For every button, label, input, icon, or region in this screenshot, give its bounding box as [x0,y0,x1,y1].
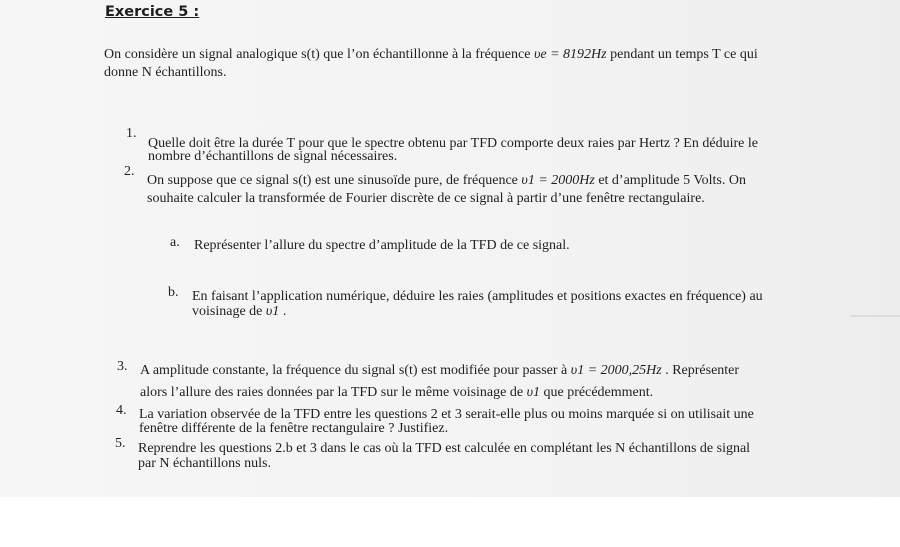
question-3-text-d: que précédemment. [543,385,654,400]
question-5-line-1: Reprendre les questions 2.b et 3 dans le cas où la TFD est calculée en complétant les N échantillons de signal [138,441,751,456]
question-4-number: 4. [116,403,127,418]
sampling-frequency-formula: υe = 8192Hz [533,47,607,62]
intro-text-a: On considère un signal analogique s(t) que l’on échantillonne à la fréquence [104,47,531,62]
subquestion-a-text: Représenter l’allure du spectre d’amplitude de la TFD de ce signal. [194,238,570,253]
question-4-line-2: fenêtre différente de la fenêtre rectangulaire ? Justifiez. [139,421,449,436]
question-2-number: 2. [124,164,135,179]
intro-line-2: donne N échantillons. [104,65,227,80]
question-3-text-b: . Représenter [665,363,740,378]
intro-text-b: pendant un temps T ce qui [610,47,758,62]
question-2-line-1 [147,172,746,190]
question-5-number: 5. [115,436,126,451]
question-5-line-2: par N échantillons nuls. [138,456,271,471]
subquestion-b-line-2 [192,303,286,321]
question-3-number: 3. [117,359,128,374]
question-2-line-2: souhaite calculer la transformée de Fourier discrète de ce signal à partir d’une fenêtre rectangulaire. [147,191,705,206]
question-3-line-2 [140,384,653,402]
question-4-line-1: La variation observée de la TFD entre les questions 2 et 3 serait-elle plus ou moins marquée si on utilisait une [139,407,754,422]
subquestion-b-line-1: En faisant l’application numérique, déduire les raies (amplitudes et positions exactes en fréquence) au [192,289,763,304]
question-3-text-c: alors l’allure des raies données par la TFD sur le même voisinage de [140,385,524,400]
question-1-line-2: nombre d’échantillons de signal nécessaires. [148,149,398,164]
subquestion-b-letter: b. [168,285,179,300]
subquestion-b-text-a: voisinage de [192,304,263,319]
question-3-line-1 [140,362,739,380]
subquestion-a-letter: a. [170,235,180,250]
question-1-line-1: Quelle doit être la durée T pour que le spectre obtenu par TFD comporte deux raies par Hertz ? En déduire le [148,136,758,151]
question-3-nu1: υ1 [526,385,541,400]
question-2-text-b: et d’amplitude 5 Volts. On [598,173,746,188]
exercise-title: Exercice 5 : [105,4,200,20]
intro-line-1 [104,46,758,64]
subquestion-b-nu1: υ1 [265,304,280,319]
signal-frequency-formula: υ1 = 2000Hz [521,173,595,188]
question-3-text-a: A amplitude constante, la fréquence du signal s(t) est modifiée pour passer à [140,363,568,378]
question-2-text-a: On suppose que ce signal s(t) est une sinusoïde pure, de fréquence [147,173,518,188]
page-edge-shadow [850,315,900,317]
subquestion-b-text-b: . [282,304,287,319]
question-1-number: 1. [126,126,137,141]
modified-frequency-formula: υ1 = 2000,25Hz [570,363,662,378]
